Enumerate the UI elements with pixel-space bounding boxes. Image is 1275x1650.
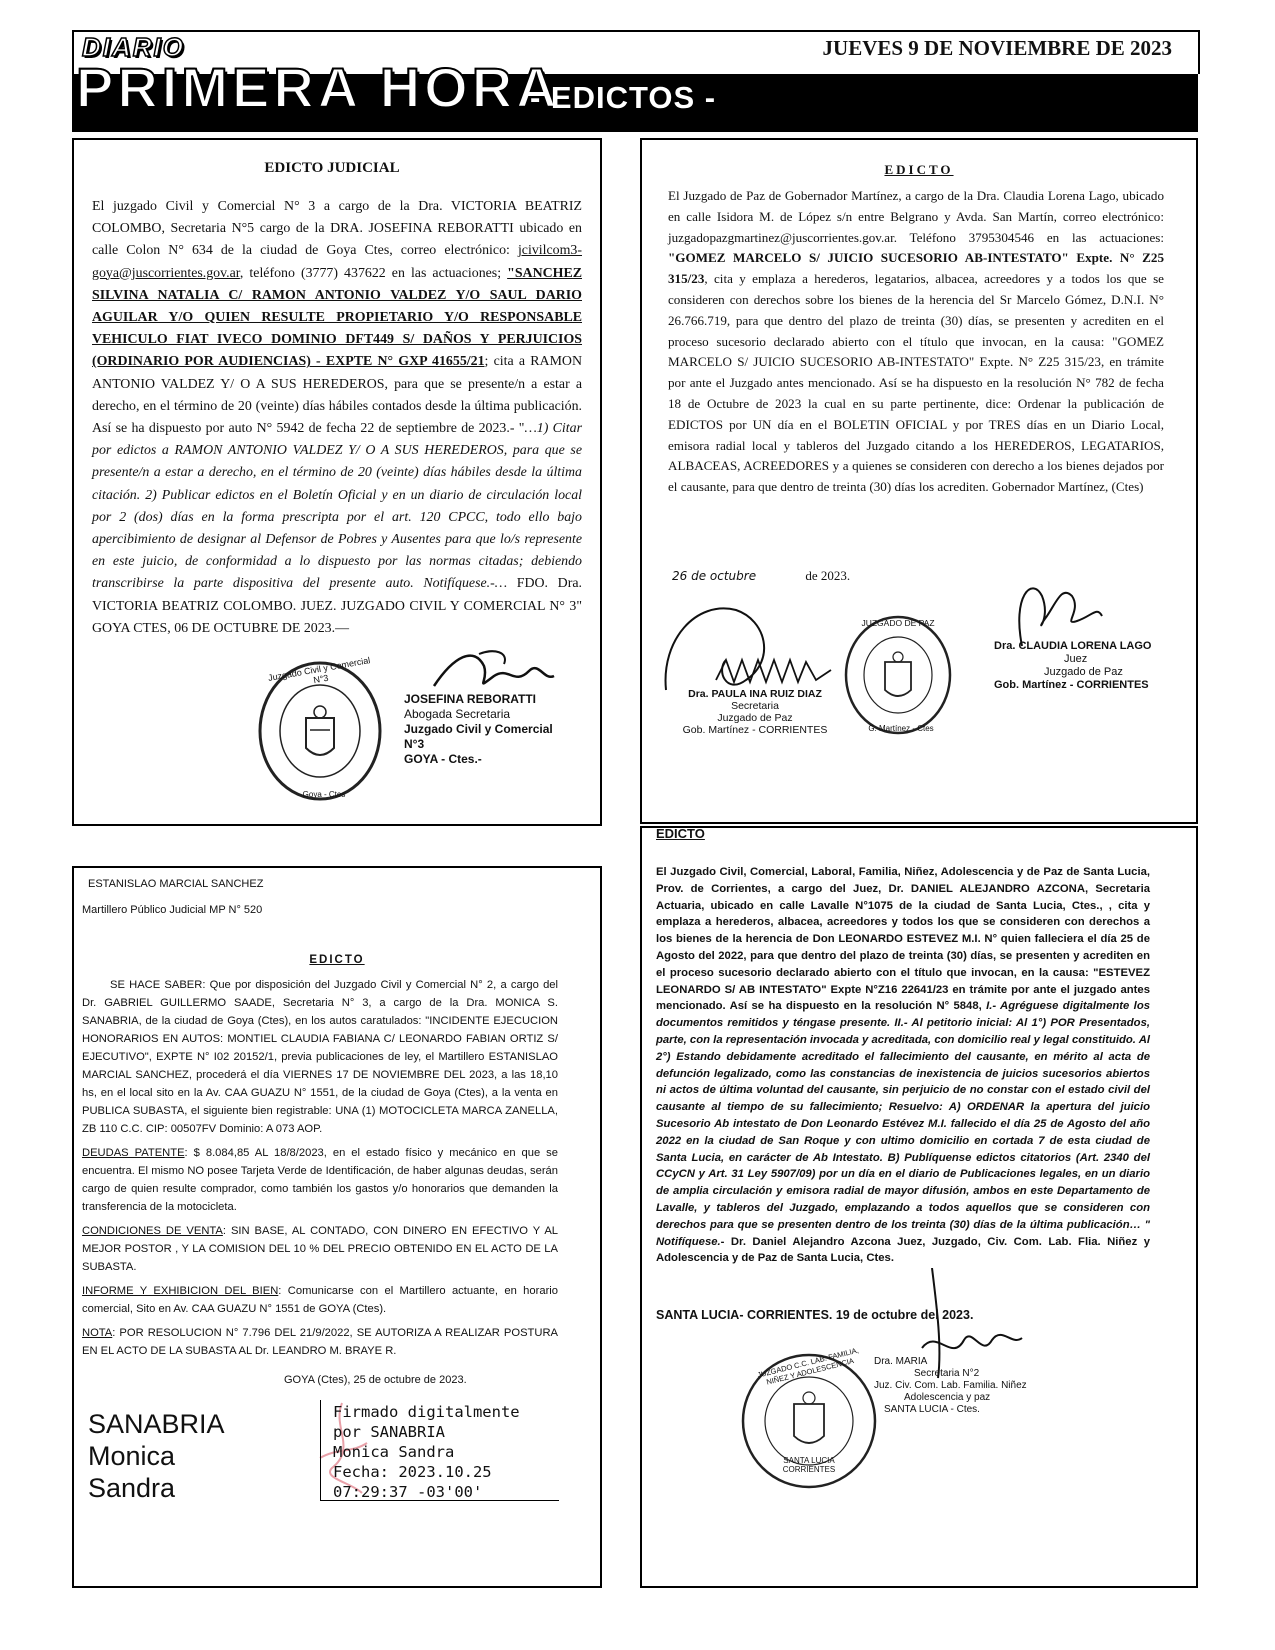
signature-block (874, 1356, 1044, 1416)
certificate-text (333, 1402, 520, 1502)
case-caption: "SANCHEZ SILVINA NATALIA C/ RAMON ANTONIO VALDEZ Y/O SAUL DARIO AGUILAR Y/O QUIEN RESULTE PROPIETARIO Y/O RESPONSABLE VEHICULO FIAT IVECO DOMINIO DFT449 S/ DAÑOS Y PERJUICIOS (ORDINARIO POR AUDIENCIAS) - EXPTE N° GXP 41655/21 (92, 265, 582, 370)
date-line (672, 568, 850, 584)
signature-block-secretary (670, 688, 840, 736)
signer-name: Dra. CLAUDIA LORENA LAGO (994, 640, 1152, 652)
seal-bottom-label: SANTA LUCIA CORRIENTES (782, 1456, 836, 1474)
note-text: : POR RESOLUCION N° 7.796 DEL 21/9/2022, SE AUTORIZA A REALIZAR POSTURA EN EL ACTO DE LA SUBASTA AL Dr. LEANDRO M. BRAYE R. (82, 1327, 558, 1357)
place-date: SANTA LUCIA- CORRIENTES. 19 de octubre del 2023. (656, 1308, 974, 1322)
seal-bottom-label: G. Martínez - Ctes (868, 724, 934, 733)
signer-city: Gob. Martínez - CORRIENTES (994, 679, 1149, 691)
edition-date: JUEVES 9 DE NOVIEMBRE DE 2023 (822, 36, 1172, 60)
conditions-paragraph (82, 1222, 558, 1276)
masthead (72, 30, 1198, 132)
signer-role: Abogada Secretaria (404, 707, 511, 721)
signer-city: SANTA LUCIA - Ctes. (884, 1404, 980, 1415)
conditions-text: : SIN BASE, AL CONTADO, CON DINERO EN EFECTIVO Y AL MEJOR POSTOR , Y LA COMISION DEL 10 % DEL PRECIO OBTENIDO EN EL ACTO DE LA SUBASTA. (82, 1225, 559, 1273)
cert-line: 07:29:37 -03'00' (333, 1483, 483, 1501)
edict-title: EDICTO (656, 826, 705, 841)
court-email-link[interactable]: jcivilcom3-goya@juscorrientes.gov.ar (92, 243, 582, 281)
seal-bottom-label: Goya - Ctes (302, 790, 346, 799)
signer-line: SANABRIA (88, 1409, 225, 1439)
body-text: El juzgado Civil y Comercial N° 3 a cargo de la Dra. VICTORIA BEATRIZ COLOMBO, Secretaria N°5 cargo de la DRA. JOSEFINA REBORATTI ubicado en calle Colon N° 634 de la ciudad de Goya Ctes, correo electrónico: (92, 199, 582, 259)
info-text: : Comunicarse con el Martillero actuante, en horario comercial, Sito en Av. CAA GUAZU N° 1551 de GOYA (Ctes). (82, 1285, 558, 1315)
signer-court: Juzgado de Paz (717, 712, 793, 724)
body-text: ; cita a RAMON ANTONIO VALDEZ Y/ O A SUS HEREDEROS, para que se presente/n a estar a derecho, en el término de 20 (veinte) días hábiles contados desde la última publicación. Así se ha dispuesto por auto N° 5942 de fecha 22 de septiembre de 2023.- " (92, 354, 582, 437)
digital-signer-name (88, 1408, 225, 1504)
auctioneer-name: ESTANISLAO MARCIAL SANCHEZ (88, 878, 264, 890)
signer-name: Dra. PAULA INA RUIZ DIAZ (688, 688, 822, 700)
edict-title: EDICTO (309, 954, 365, 966)
signer-role: Secretaria N°2 (914, 1368, 980, 1379)
signer-court: Juz. Civ. Com. Lab. Familia. Niñez (874, 1380, 1027, 1391)
body-text: FDO. Dra. VICTORIA BEATRIZ COLOMBO. JUEZ. JUZGADO CIVIL Y COMERCIAL N° 3" GOYA CTES, 06 DE OCTUBRE DE 2023.— (92, 576, 582, 636)
edict-title: EDICTO JUDICIAL (264, 160, 400, 176)
handwritten-date: 26 de octubre (672, 569, 757, 583)
signer-name: Dra. MARIA (874, 1356, 928, 1367)
edict-gobernador-martinez (640, 138, 1198, 824)
certificate-box (320, 1400, 559, 1501)
digital-signature (82, 1398, 560, 1506)
signer-line: Sandra (88, 1473, 176, 1503)
debts-text: : $ 8.084,85 AL 18/8/2023, en el estado físico y mecánico en que se encuentra. El mismo NO posee Tarjeta Verde de Identificación, de haber algunas deudas, serán cargo de quien resulte comprador, como también los gastos y/o honorarios que demanden la transferencia de la motocicleta. (82, 1147, 558, 1213)
resolution-quote: I.- Agréguese digitalmente los documentos remitidos y téngase presente. II.- Al petitorio inicial: Al 1°) POR Presentados, parte, con la representación invocada y acreditada, con domicilio real y legal constituido. Al 2°) Estando debidamente acreditado el fallecimiento del causante, en mérito al acta de defunción legalizado, como las constancias de inexistencia de juicios sucesorios abiertos ni actos de última voluntad del causante, sin perjuicio de no constar con el estado civil del causante al tiempo de su fallecimiento; Resuelvo: A) ORDENAR la apertura del juicio Sucesorio Ab intestato de Don Leonardo Estévez M.I. fallecido el día 25 de Agosto del año 2022 en la ciudad de San Roque y con ultimo domicilio en cortada 7 de esta ciudad de Santa Lucia, en carácter de Ab Intestato. B) Publíquense edictos citatorios (Art. 2340 del CCyCN y Art. 31 Ley 5907/09) por un día en el diario de Publicaciones legales, en un diario de amplia circulación y emisora radial de mayor difusión, ambos en este Departamento de Lavalle, y tableros del Juzgado, emplazando a todos aquellos que se consideren con derechos para que se presenten dentro de los treinta (30) días de la última publicación… " Notifíquese. (656, 1000, 1151, 1248)
note-paragraph (82, 1324, 558, 1360)
case-caption: "GOMEZ MARCELO S/ JUICIO SUCESORIO AB-INTESTATO" Expte. N° Z25 315/23 (668, 250, 1164, 287)
body-text: El Juzgado de Paz de Gobernador Martínez, a cargo de la Dra. Claudia Lorena Lago, ubicado en calle Isidora M. de López s/n entre Belgrano y Avda. San Martín, correo electrónico: juzgadopazgmartinez@juscorrientes.gov.ar. Teléfono 3795304546 en las actuaciones: (668, 188, 1164, 245)
signature-block (404, 692, 574, 767)
cert-line: Fecha: 2023.10.25 (333, 1463, 492, 1481)
debts-label: DEUDAS PATENTE (82, 1147, 185, 1159)
section-title: - EDICTOS - (530, 80, 717, 115)
body-text: El Juzgado Civil, Comercial, Laboral, Familia, Niñez, Adolescencia y de Paz de Santa Lucia, Prov. de Corrientes, a cargo del Juez, Dr. DANIEL ALEJANDRO AZCONA, Secretaria Actuaria, ubicado en calle Lavalle N°1075 de la ciudad de Santa Lucia, Ctes., , cita y emplaza a herederos, albacea, acreedores y todos los que se consideren con derechos a los bienes de la herencia de Don LEONARDO ESTEVEZ M.I. N° quien falleciera el día 25 de Agosto del 2022, para que dentro del plazo de treinta (30) días, se presenten y acrediten en el proceso sucesorio declarado abierto con el título que invocan, en la causa: "ESTEVEZ LEONARDO S/ AB INTESTATO" Expte N°Z16 22641/23 en trámite por ante el juzgado antes mencionado. Así se ha dispuesto en la resolución N° 5848, (656, 866, 1150, 1013)
signer-court: Juzgado Civil y Comercial N°3 (404, 722, 553, 751)
date-year: de 2023. (805, 568, 851, 583)
edict-title: EDICTO (884, 162, 954, 177)
edict-body (656, 864, 1150, 1267)
edict-judicial-goya (72, 138, 602, 826)
body-text: - Dr. Daniel Alejandro Azcona Juez, Juzgado, Civ. Com. Lab. Flia. Niñez y Adolescencia y de Paz de Santa Lucia, Ctes. (656, 1235, 1150, 1265)
edict-santa-lucia (640, 826, 1198, 1588)
seal-label: Juzgado Civil y Comercial N°3 (267, 655, 371, 686)
debts-paragraph (82, 1144, 558, 1216)
resolution-quote: …1) Citar por edictos a RAMON ANTONIO VALDEZ Y/ O A SUS HEREDEROS, para que se presente/n a estar a derecho, en el término de 20 (veinte) días hábiles desde la última citación. 2) Publicar edictos en el Boletín Oficial y en un diario de circulación local por 2 (dos) días en la forma prescripta por el art. 120 CPCC, todo ello bajo apercibimiento de designar al Defensor de Pobres y Ausentes para que lo/s represente en este juicio, de conformidad a lo dispuesto por las normas citadas; debiendo transcribirse la parte dispositiva del presente auto. Notifíquese.-… (92, 421, 583, 592)
info-paragraph (82, 1282, 558, 1318)
body-text: , cita y emplaza a herederos, legatarios, albacea, acreedores y a todos los que se consideren con derechos sobre los bienes de la herencia del Sr Marcelo Gómez, D.N.I. N° 26.766.719, para que dentro del plazo de treinta (30) días, se presenten y acrediten en el proceso sucesorio declarado abierto con el título que invocan, en la causa: "GOMEZ MARCELO S/ JUICIO SUCESORIO AB-INTESTATO" Expte. N° Z25 315/23, en trámite por ante el Juzgado antes mencionado. Así se ha dispuesto en la resolución N° 782 de fecha 18 de Octubre de 2023 la cual en su parte pertinente, dice: Ordenar la publicación de EDICTOS por UN día en el BOLETIN OFICIAL y por TRES días en un Diario Local, emisora radial local y tableros del Juzgado citando a los HEREDEROS, LEGATARIOS, ALBACEAS, ACREEDORES y a quienes se consideren con derecho a los bienes dejados por el causante, para que dentro de treinta (30) días los acrediten. Gobernador Martínez, (Ctes) (668, 271, 1164, 495)
intro-paragraph: SE HACE SABER: Que por disposición del Juzgado Civil y Comercial N° 2, a cargo del Dr. GABRIEL GUILLERMO SAADE, Secretaria N° 3, a cargo de la Dra. MONICA S. SANABRIA, de la ciudad de Goya (Ctes), en los autos caratulados: "INCIDENTE EJECUCION HONORARIOS EN AUTOS: MONTIEL CLAUDIA FABIANA C/ LEONARDO FABIAN ORTIZ S/ EJECUTIVO", EXPTE N° I02 20152/1, previa publicaciones de ley, el Martillero ESTANISLAO MARCIAL SANCHEZ, procederá el día VIERNES 17 DE NOVIEMBRE DEL 2023, a las 18,10 hs, en el local sito en la Av. CAA GUAZU N° 1551, de la ciudad de Goya (Ctes), a la venta en PUBLICA SUBASTA, el siguiente bien registrable: UNA (1) MOTOCICLETA MARCA ZANELLA, ZB 110 C.C. CIP: 00507FV Dominio: A 073 AOP. (82, 979, 558, 1135)
signer-role: Secretaria (731, 700, 779, 712)
seal-label: JUZGADO C.C. LAB. FAMILIA, NIÑEZ Y ADOLESCENCIA (756, 1345, 860, 1387)
signer-role: Juez (1064, 653, 1088, 665)
signer-line: Monica (88, 1441, 176, 1471)
cert-line: por SANABRIA (333, 1423, 445, 1441)
note-label: NOTA (82, 1327, 113, 1339)
signature-block-judge (994, 640, 1164, 692)
logo-diario: DIARIO (82, 32, 185, 62)
edict-body (668, 186, 1164, 498)
edict-body (92, 196, 582, 640)
signer-city: Gob. Martínez - CORRIENTES (682, 724, 828, 736)
signer-city: GOYA - Ctes.- (404, 752, 482, 766)
body-text: , teléfono (3777) 437622 en las actuaciones; (239, 265, 508, 281)
signer-court: Juzgado de Paz (1044, 666, 1123, 678)
cert-line: Monica Sandra (333, 1443, 455, 1461)
auctioneer-license: Martillero Público Judicial MP N° 520 (82, 904, 263, 916)
seal-label: JUZGADO DE PAZ (861, 618, 935, 628)
signer-name: JOSEFINA REBORATTI (404, 692, 537, 706)
place-date: GOYA (Ctes), 25 de octubre de 2023. (284, 1374, 467, 1386)
court-seal (838, 610, 958, 740)
edict-body (82, 976, 558, 1366)
conditions-label: CONDICIONES DE VENTA (82, 1225, 223, 1237)
cert-line: Firmado digitalmente (333, 1403, 520, 1421)
info-label: INFORME Y EXHIBICION DEL BIEN (82, 1285, 279, 1297)
signer-court-2: Adolescencia y paz (904, 1392, 991, 1403)
edict-auction (72, 866, 602, 1588)
logo-primera-hora: PRIMERA HORA (76, 56, 561, 119)
